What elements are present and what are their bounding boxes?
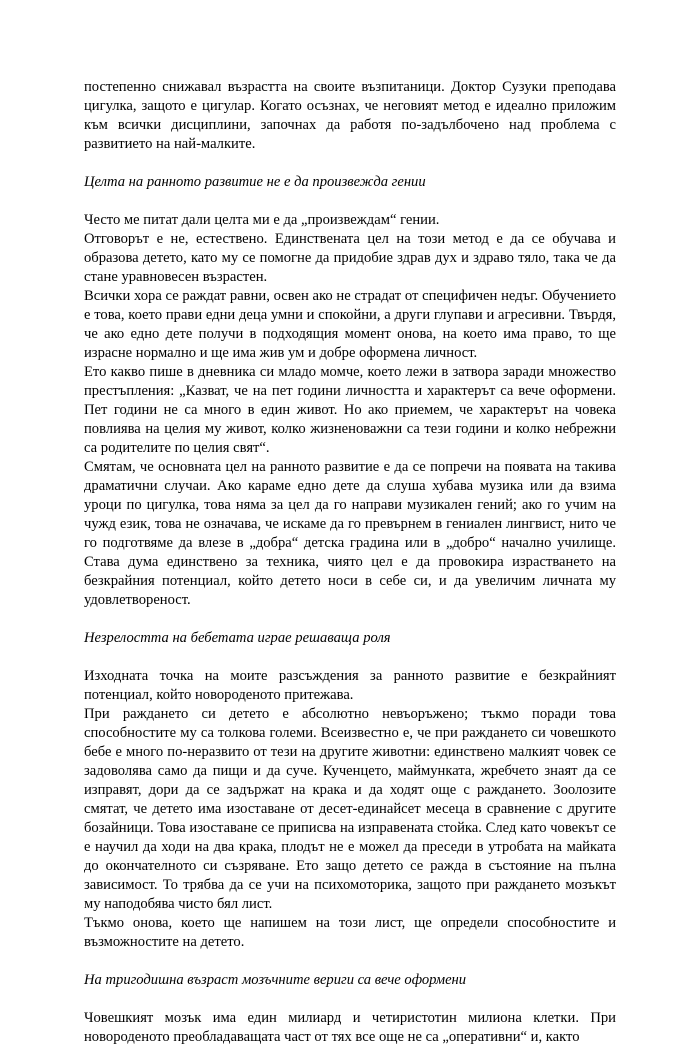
paragraph: Тъкмо онова, което ще напишем на този лист, ще определи способностите и възможностите на детето. — [84, 915, 616, 950]
paragraph: При раждането си детето е абсолютно невъоръжено; тъкмо поради това способностите му са толкова големи. Всеизвестно е, че при раждането си човешкото бебе е много по-неразвито от тези на другите животни: единствено малкият човек се задоволява само да пищи и да суче. Кученцето, маймунката, жребчето знаят да се изправят, дори да се задържат на крака и да ходят още с раждането. Зоолозите смятат, че детето има изоставане от десет-единайсет месеца в сравнение с другите бозайници. Това изоставане се приписва на изправената стойка. След като човекът се е научил да ходи на два крака, плодът не е можел да преседи в утробата на майката до окончателното си съзряване. Ето защо детето се ражда в състояние на пълна зависимост. То трябва да се учи на психомоторика, защото при раждането мозъкът му наподобява чисто бял лист. — [84, 706, 616, 912]
paragraph: Всички хора се раждат равни, освен ако не страдат от специфичен недъг. Обучението е това, което прави едни деца умни и спокойни, а други глупави и агресивни. Твърдя, че ако едно дете получи в подходящия момент онова, на което има право, то ще израсне нормално и ще има жив ум и добре оформена личност. — [84, 288, 616, 361]
paragraph: Смятам, че основната цел на ранното развитие е да се попречи на появата на такива драматични случаи. Ако караме едно дете да слуша хубава музика или да взима уроци по цигулка, това няма за цел да го направи музикален гений; ако го учим на чужд език, това не означава, че искаме да го превърнем в гениален лингвист, нито че го подготвяме да влезе в „добра“ детска градина или в „добро“ начално училище. Става дума единствено за техника, чиято цел е да провокира израстването на безкрайния потенциал, който детето носи в себе си, и да увеличим личната му удовлетвореност. — [84, 459, 616, 608]
section-heading-immaturity: Незрелостта на бебетата играе решаваща роля — [84, 630, 391, 646]
paragraph: Човешкият мозък има един милиард и четиристотин милиона клетки. При новороденото преобладаващата част от тях все още не са „оперативни“ и, както — [84, 1010, 616, 1045]
paragraph: Ето какво пише в дневника си младо момче, което лежи в затвора заради множество престъпления: „Казват, че на пет години личността и характерът са вече оформени. Пет години не са много в един живот. Но ако приемем, че характерът на човека повлиява на целия му живот, колко жизненоважни са тези години и колко небрежни са родителите по целия свят“. — [84, 364, 616, 456]
paragraph: Отговорът е не, естествено. Единствената цел на този метод е да се обучава и образова детето, като му се помогне да придобие здрав дух и здраво тяло, така че да стане уравновесен възрастен. — [84, 231, 616, 285]
section-heading-genius: Целта на ранното развитие не е да произвежда гении — [84, 174, 426, 190]
section-heading-brain-circuits: На тригодишна възраст мозъчните вериги са вече оформени — [84, 972, 467, 988]
paragraph: Изходната точка на моите разсъждения за ранното развитие е безкрайният потенциал, който новороденото притежава. — [84, 668, 616, 703]
intro-paragraph: постепенно снижавал възрастта на своите възпитаници. Доктор Сузуки преподава цигулка, защото е цигулар. Когато осъзнах, че неговият метод е идеално приложим към всички дисциплини, започнах да работя по-задълбочено над проблема с развитието на най-малките. — [84, 79, 616, 152]
document-page — [84, 78, 616, 1047]
paragraph: Често ме питат дали целта ми е да „произвеждам“ гении. — [84, 212, 440, 228]
